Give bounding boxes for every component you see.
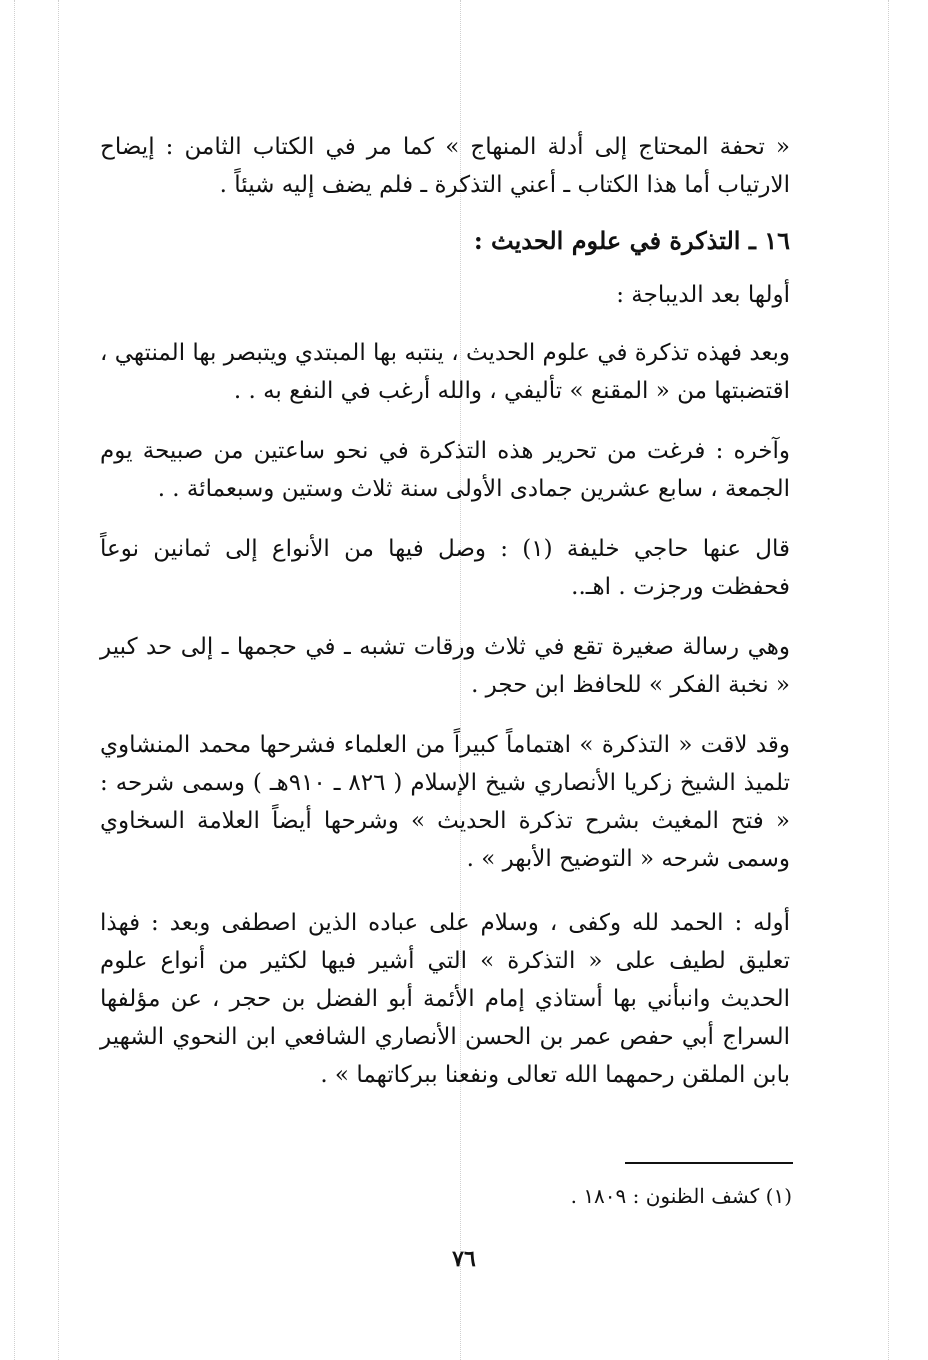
paragraph-continuation: « تحفة المحتاج إلى أدلة المنهاج » كما مر في الكتاب الثامن : إيضاح الارتياب أما هذا الكتاب ـ أعني التذكرة ـ فلم يضف إليه شيئاً . xyxy=(100,134,790,198)
paragraph-haji-khalifa: قال عنها حاجي خليفة (١) : وصل فيها من الأنواع إلى ثمانين نوعاً فحفظت ورجزت . اهـ.. xyxy=(100,536,790,600)
footnote: (١) كشف الظنون : ١٨٠٩ . xyxy=(570,1184,792,1208)
paragraph-opening: أولها بعد الديباجة : xyxy=(616,282,790,308)
footnote-separator xyxy=(625,1162,793,1164)
section-heading: ١٦ ـ التذكرة في علوم الحديث : xyxy=(473,226,790,255)
page-number: ٧٦ xyxy=(452,1246,476,1272)
scan-guide-line xyxy=(888,0,889,1360)
paragraph-commentaries: وقد لاقت « التذكرة » اهتماماً كبيراً من العلماء فشرحها محمد المنشاوي تلميذ الشيخ زكريا الأنصاري شيخ الإسلام ( ٨٢٦ ـ ٩١٠هـ ) وسمى شرحه : « فتح المغيث بشرح تذكرة الحديث » وشرحها أيضاً العلامة السخاوي وسمى شرحه « التوضيح الأبهر » . xyxy=(100,732,790,872)
paragraph-commentary-opening: أوله : الحمد لله وكفى ، وسلام على عباده الذين اصطفى وبعد : فهذا تعليق لطيف على « التذكرة » التي أشير فيها لكثير من أنواع علوم الحديث وانبأني بها أستاذي إمام الأئمة أبو الفضل بن حجر ، عن مؤلفها السراج أبي حفص عمر بن الحسن الأنصاري الشافعي ابن النحوي الشهير بابن الملقن رحمهما الله تعالى ونفعنا ببركاتهما » . xyxy=(100,910,790,1088)
scan-guide-line xyxy=(58,0,59,1360)
paragraph-description: وهي رسالة صغيرة تقع في ثلاث ورقات تشبه ـ في حجمها ـ إلى حد كبير « نخبة الفكر » للحافظ ابن حجر . xyxy=(100,634,790,698)
paragraph-introduction: وبعد فهذه تذكرة في علوم الحديث ، ينتبه بها المبتدي ويتبصر بها المنتهي ، اقتضبتها من « المقنع » تأليفي ، والله أرغب في النفع به . . xyxy=(100,340,790,404)
paragraph-ending: وآخره : فرغت من تحرير هذه التذكرة في نحو ساعتين من صبيحة يوم الجمعة ، سابع عشرين جمادى الأولى سنة ثلاث وستين وسبعمائة . . xyxy=(100,438,790,502)
scan-guide-line xyxy=(14,0,15,1360)
